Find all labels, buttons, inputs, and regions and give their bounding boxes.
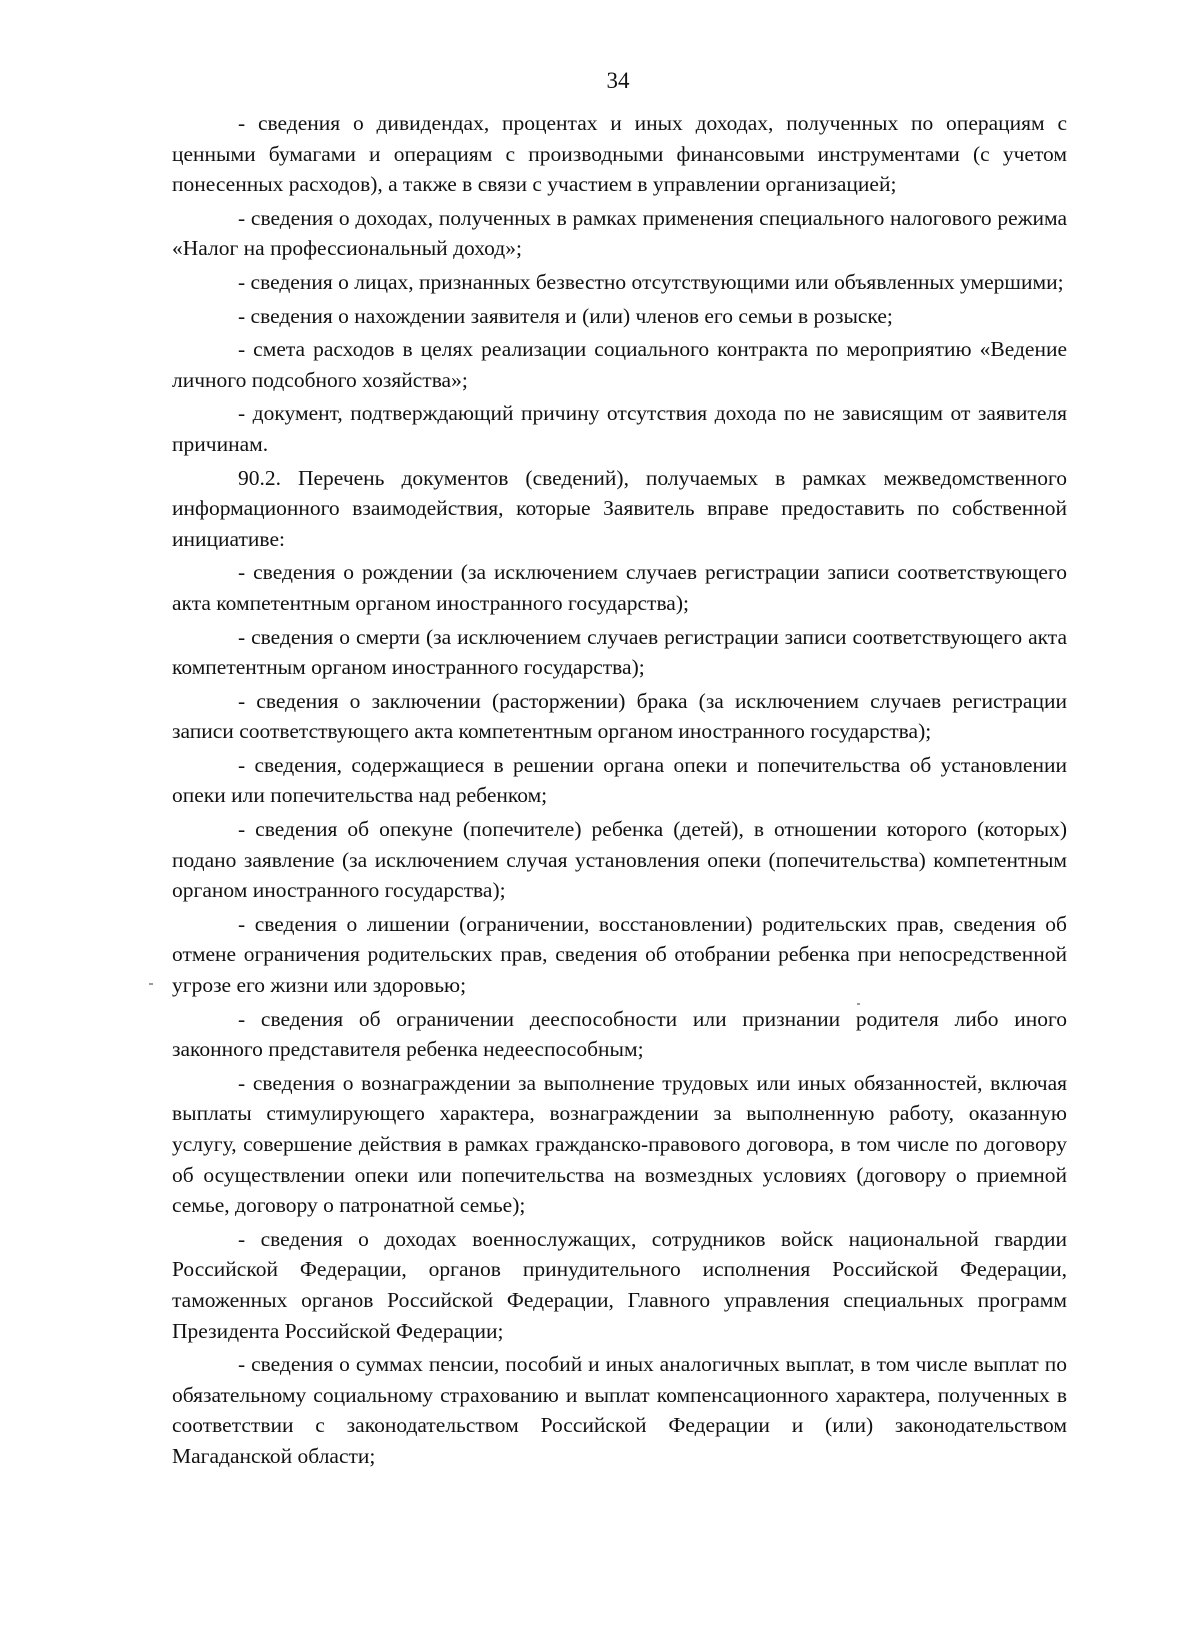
- list-item-no-income-document: - документ, подтверждающий причину отсутствия дохода по не зависящим от заявителя причинам.: [172, 401, 1067, 456]
- scan-speck: [149, 983, 153, 985]
- scan-speck: [857, 1003, 860, 1005]
- document-body: [172, 108, 1067, 1472]
- list-item-guardian: - сведения об опекуне (попечителе) ребенка (детей), в отношении которого (которых) подано заявление (за исключением случая установления опеки (попечительства) компетентным органом иностранного государства);: [172, 817, 1067, 903]
- list-item-guardianship-decision: - сведения, содержащиеся в решении органа опеки и попечительства об установлении опеки или попечительства над ребенком;: [172, 752, 1067, 808]
- list-item-wanted-search: - сведения о нахождении заявителя и (или) членов его семьи в розыске;: [238, 303, 893, 328]
- list-item-dividends: - сведения о дивидендах, процентах и иных доходах, полученных по операциям с ценными бумагами и операциям с производными финансовыми инструментами (с учетом понесенных расходов), а также в связи с участием в управлении организацией;: [172, 111, 1067, 197]
- list-item-cost-estimate: - смета расходов в целях реализации социального контракта по мероприятию «Ведение личного подсобного хозяйства»;: [172, 337, 1067, 392]
- list-item-parental-rights: - сведения о лишении (ограничении, восстановлении) родительских прав, сведения об отмене ограничения родительских прав, сведения об отобрании ребенка при непосредственной угрозе его жизни или здоровью;: [172, 911, 1067, 998]
- list-item-professional-income: - сведения о доходах, полученных в рамках применения специального налогового режима «Налог на профессиональный доход»;: [172, 205, 1067, 261]
- section-90-2-heading: 90.2. Перечень документов (сведений), получаемых в рамках межведомственного информационного взаимодействия, которые Заявитель вправе предоставить по собственной инициативе:: [172, 465, 1067, 551]
- page-number: 34: [606, 68, 630, 93]
- list-item-remuneration: - сведения о вознаграждении за выполнение трудовых или иных обязанностей, включая выплаты стимулирующего характера, вознаграждении за выполненную работу, оказанную услугу, совершение действия в рамках гражданско-правового договора, в том числе по договору об осуществлении опеки или попечительства на возмездных условиях (договору о приемной семье, договору о патронатной семье);: [172, 1070, 1067, 1218]
- list-item-pensions: - сведения о суммах пенсии, пособий и иных аналогичных выплат, в том числе выплат по обязательному социальному страхованию и выплат компенсационного характера, полученных в соответствии с законодательством Российской Федерации и (или) законодательством Магаданской области;: [172, 1352, 1067, 1468]
- list-item-military-income: - сведения о доходах военнослужащих, сотрудников войск национальной гвардии Российской Федерации, органов принудительного исполнения Российской Федерации, таможенных органов Российской Федерации, Главного управления специальных программ Президента Российской Федерации;: [172, 1226, 1067, 1343]
- list-item-missing-persons: - сведения о лицах, признанных безвестно отсутствующими или объявленных умершими;: [238, 269, 1064, 294]
- list-item-birth: - сведения о рождении (за исключением случаев регистрации записи соответствующего акта компетентным органом иностранного государства);: [172, 560, 1067, 615]
- list-item-marriage: - сведения о заключении (расторжении) брака (за исключением случаев регистрации записи соответствующего акта компетентным органом иностранного государства);: [172, 688, 1067, 744]
- list-item-legal-capacity: - сведения об ограничении дееспособности или признании родителя либо иного законного представителя ребенка недееспособным;: [172, 1006, 1067, 1062]
- list-item-death: - сведения о смерти (за исключением случаев регистрации записи соответствующего акта компетентным органом иностранного государства);: [172, 624, 1067, 680]
